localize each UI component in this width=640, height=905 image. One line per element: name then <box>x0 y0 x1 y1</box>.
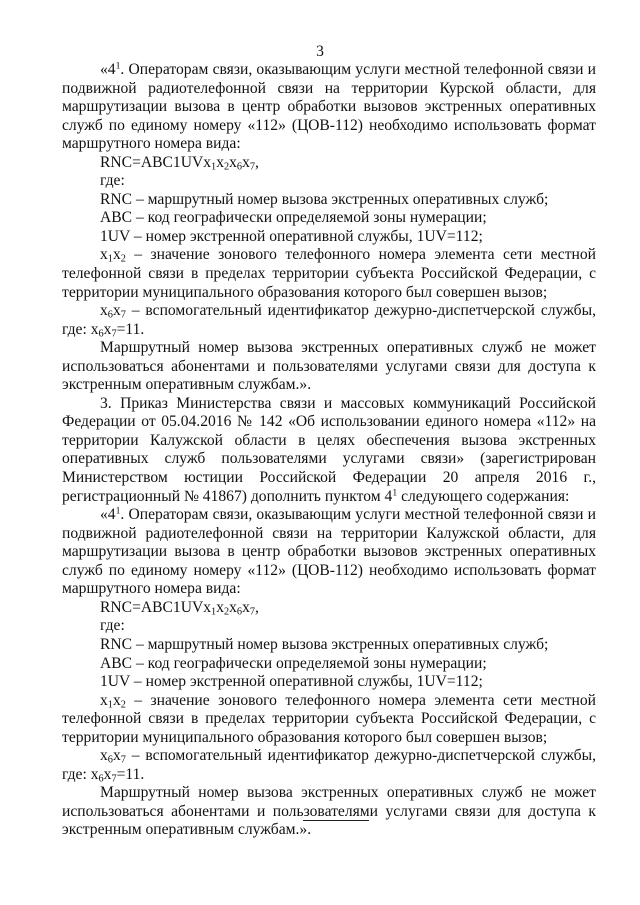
document-body <box>62 61 596 840</box>
definition-abc: ABC – код географически определяемой зоны нумерации; <box>100 209 487 227</box>
end-of-text-rule <box>303 820 369 821</box>
routing-number-formula: $RNC=ABC1UVx_1x_2x_6x_7$, <box>100 153 259 173</box>
where-label: где: <box>100 172 125 190</box>
closing-paragraph-line-1: Маршрутный номер вызова экстренных оперативных служб не может <box>100 784 596 802</box>
closing-paragraph-line-2: использоваться абонентами и пользователями услугами связи для доступа к <box>62 357 596 375</box>
definition-x1x2-line-1: $x_1x_2$ – значение зонового телефонного номера элемента сети местной <box>100 246 596 266</box>
item-3-line-3: территории Калужской области в целях обеспечения вызова экстренных <box>62 431 596 449</box>
paragraph-4-1-kursk-line-5: маршрутного номера вида: <box>62 135 241 153</box>
definition-rnc: RNC – маршрутный номер вызова экстренных оперативных служб; <box>100 190 549 208</box>
definition-1uv: 1UV – номер экстренной оперативной службы, 1UV=112; <box>100 673 483 691</box>
paragraph-4-1-kaluga-line-1: «$4^1$. Операторам связи, оказывающим услуги местной телефонной связи и <box>100 505 596 524</box>
paragraph-4-1-kaluga-line-3: маршрутизации вызова в центр обработки вызовов экстренных оперативных <box>62 543 596 561</box>
definition-1uv: 1UV – номер экстренной оперативной службы, 1UV=112; <box>100 227 483 245</box>
definition-rnc: RNC – маршрутный номер вызова экстренных оперативных служб; <box>100 635 549 653</box>
paragraph-4-1-kaluga-line-4: служб по единому номеру «112» (ЦОВ-112) необходимо использовать формат <box>62 561 596 579</box>
paragraph-4-1-kursk-line-3: маршрутизации вызова в центр обработки вызовов экстренных оперативных <box>62 98 596 116</box>
closing-paragraph-line-2: использоваться абонентами и пользователями услугами связи для доступа к <box>62 802 596 820</box>
definition-x6x7-line-1: $x_6x_7$ – вспомогательный идентификатор дежурно-диспетчерской службы, <box>100 302 596 321</box>
item-3-line-1: 3. Приказ Министерства связи и массовых коммуникаций Российской <box>100 394 596 412</box>
definition-x1x2-line-3: территории муниципального образования которого был совершен вызов; <box>62 728 548 746</box>
paragraph-4-1-kaluga-line-2: подвижной радиотелефонной связи на территории Калужской области, для <box>62 524 596 542</box>
paragraph-4-1-kursk-line-2: подвижной радиотелефонной связи на территории Курской области, для <box>62 79 596 97</box>
definition-x1x2-line-2: телефонной связи в пределах территории субъекта Российской Федерации, с <box>62 710 596 728</box>
paragraph-4-1-kaluga-line-5: маршрутного номера вида: <box>62 580 241 598</box>
item-3-line-5: Министерством юстиции Российской Федерации 20 апреля 2016 г., <box>62 469 596 487</box>
item-3-line-6: регистрационный № 41867) дополнить пунктом $4^1$ следующего содержания: <box>62 487 570 505</box>
paragraph-4-1-kursk-line-1: «$4^1$. Операторам связи, оказывающим услуги местной телефонной связи и <box>100 60 596 78</box>
definition-x6x7-line-1: $x_6x_7$ – вспомогательный идентификатор дежурно-диспетчерской службы, <box>100 747 596 766</box>
definition-x1x2-line-1: $x_1x_2$ – значение зонового телефонного номера элемента сети местной <box>100 691 596 711</box>
where-label: где: <box>100 617 125 635</box>
definition-x6x7-line-2: где: $x_6x_7=11$. <box>62 320 145 340</box>
closing-paragraph-line-3: экстренным оперативным службам.». <box>62 376 312 394</box>
item-3-line-4: оперативных служб пользователями услугами связи» (зарегистрирован <box>62 450 596 468</box>
paragraph-4-1-kursk-line-4: служб по единому номеру «112» (ЦОВ-112) необходимо использовать формат <box>62 116 596 134</box>
item-3-line-2: Федерации от 05.04.2016 № 142 «Об использовании единого номера «112» на <box>62 413 596 431</box>
definition-x1x2-line-3: территории муниципального образования которого был совершен вызов; <box>62 283 548 301</box>
closing-paragraph-line-3: экстренным оперативным службам.». <box>62 821 312 839</box>
definition-abc: ABC – код географически определяемой зоны нумерации; <box>100 654 487 672</box>
closing-paragraph-line-1: Маршрутный номер вызова экстренных оперативных служб не может <box>100 339 596 357</box>
definition-x1x2-line-2: телефонной связи в пределах территории субъекта Российской Федерации, с <box>62 265 596 283</box>
routing-number-formula: $RNC=ABC1UVx_1x_2x_6x_7$, <box>100 598 259 618</box>
definition-x6x7-line-2: где: $x_6x_7=11$. <box>62 765 145 785</box>
page-number: 3 <box>316 43 324 60</box>
